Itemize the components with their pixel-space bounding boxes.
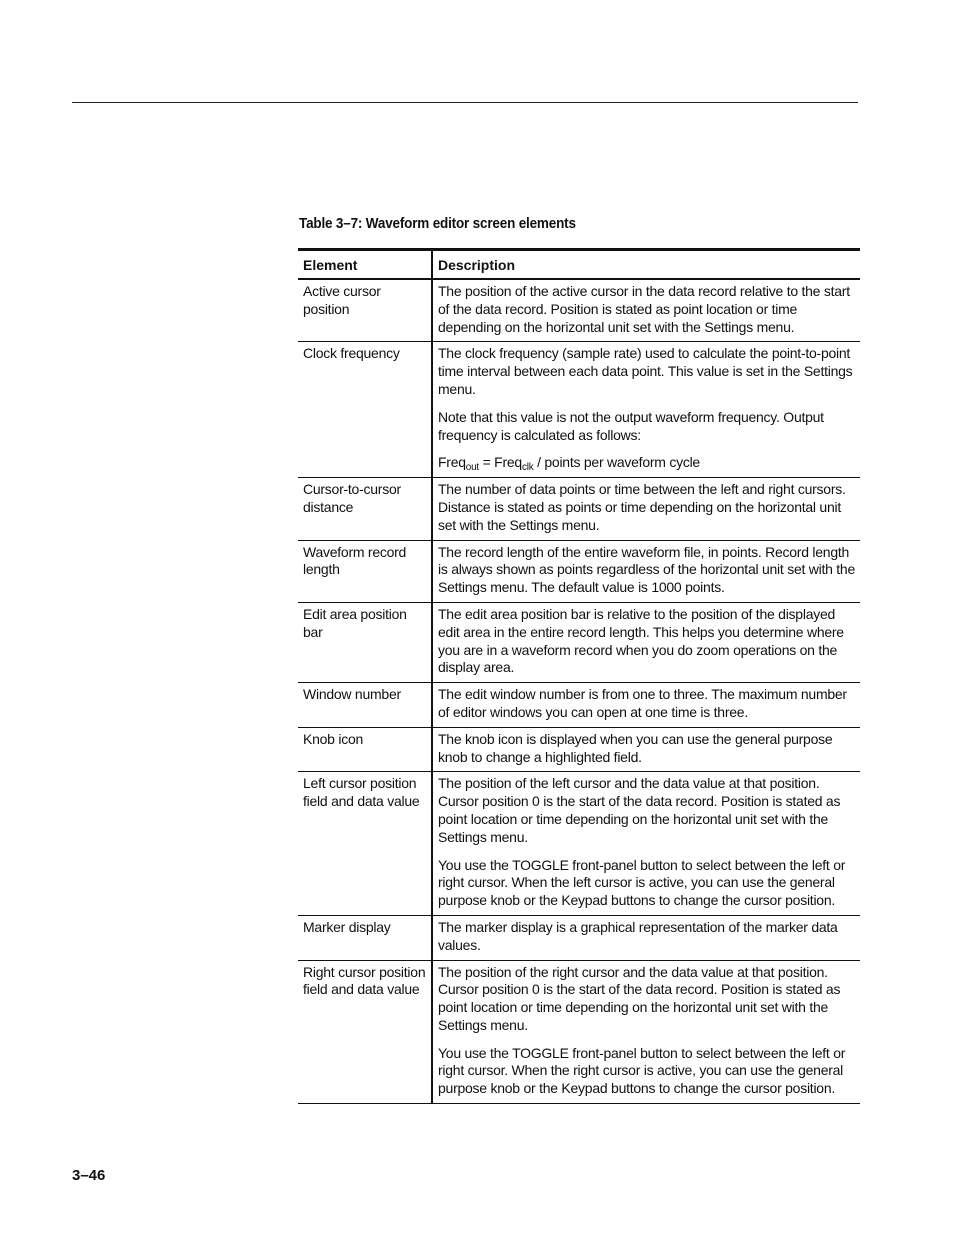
table-row [298,915,860,960]
table-row [298,279,860,342]
description-text: The position of the active cursor in the data record relative to the start of the data record. Position is stated as point location or time depending on the horizontal unit set with the Settings menu. [438,283,850,335]
description-text: The clock frequency (sample rate) used to calculate the point-to-point time interval between each data point. This value is set in the Settings menu. [438,345,853,397]
element-cell: Edit area position bar [298,602,432,682]
table-row [298,540,860,602]
element-cell: Knob icon [298,727,432,772]
element-cell: Window number [298,683,432,728]
description-text: The position of the right cursor and the data value at that position. Cursor position 0 is the start of the data record. Position is stated as point location or time depending on the horizontal unit set with the Settings menu. [438,963,841,1033]
description-cell [432,279,860,342]
column-header-description: Description [432,250,860,280]
table-row [298,342,860,478]
description-text: The edit area position bar is relative to the position of the displayed edit area in the entire record length. This helps you determine where you are in a waveform record when you do zoom operations on the display area. [438,605,844,676]
table-row [298,960,860,1104]
description-text: The edit window number is from one to three. The maximum number of editor windows you can open at one time is three. [438,686,847,720]
description-text: The position of the left cursor and the data value at that position. Cursor position 0 is the start of the data record. Position is stated as point location or time depending on the horizontal unit set with the Settings menu. [438,775,841,845]
description-text: You use the TOGGLE front-panel button to select between the left or right cursor. When the left cursor is active, you can use the general purpose knob or the Keypad buttons to change the cursor position. [438,856,846,909]
description-text: Note that this value is not the output waveform frequency. Output frequency is calculated as follows: [438,408,824,443]
description-cell [432,478,860,540]
description-text: The knob icon is displayed when you can use the general purpose knob to change a highlighted field. [438,730,833,765]
description-text: The record length of the entire waveform file, in points. Record length is always shown as points regardless of the horizontal unit set with the Settings menu. The default value is 1000 points. [438,543,856,596]
element-cell: Marker display [298,915,432,960]
table-caption: Table 3–7: Waveform editor screen elements [299,215,576,232]
frequency-formula: Freq$_{out}$ = Freq$_{clk}$ / points per waveform cycle [438,454,700,474]
description-text: The marker display is a graphical representation of the marker data values. [438,918,838,953]
element-cell: Active cursor position [298,279,432,342]
table-header-row [298,250,860,280]
table-row [298,602,860,682]
page-number: 3–46 [72,1167,106,1184]
element-cell: Clock frequency [298,342,432,478]
header-rule [72,102,858,103]
table-row [298,772,860,916]
description-cell [432,727,860,772]
element-cell: Cursor-to-cursor distance [298,478,432,540]
description-cell [432,915,860,960]
element-cell: Waveform record length [298,540,432,602]
column-header-element: Element [298,250,432,280]
description-text: You use the TOGGLE front-panel button to select between the left or right cursor. When the right cursor is active, you can use the general purpose knob or the Keypad buttons to change the cursor position. [438,1044,846,1097]
table-row [298,727,860,772]
table-row [298,478,860,540]
element-cell: Left cursor position field and data value [298,772,432,916]
description-cell [432,772,860,916]
description-cell [432,540,860,602]
table-row [298,683,860,728]
description-cell [432,342,860,478]
description-cell [432,602,860,682]
description-cell [432,960,860,1104]
element-cell: Right cursor position field and data value [298,960,432,1104]
description-cell [432,683,860,728]
elements-table [298,248,860,1104]
description-text: The number of data points or time between the left and right cursors. Distance is stated as points or time depending on the horizontal unit set with the Settings menu. [438,481,846,533]
